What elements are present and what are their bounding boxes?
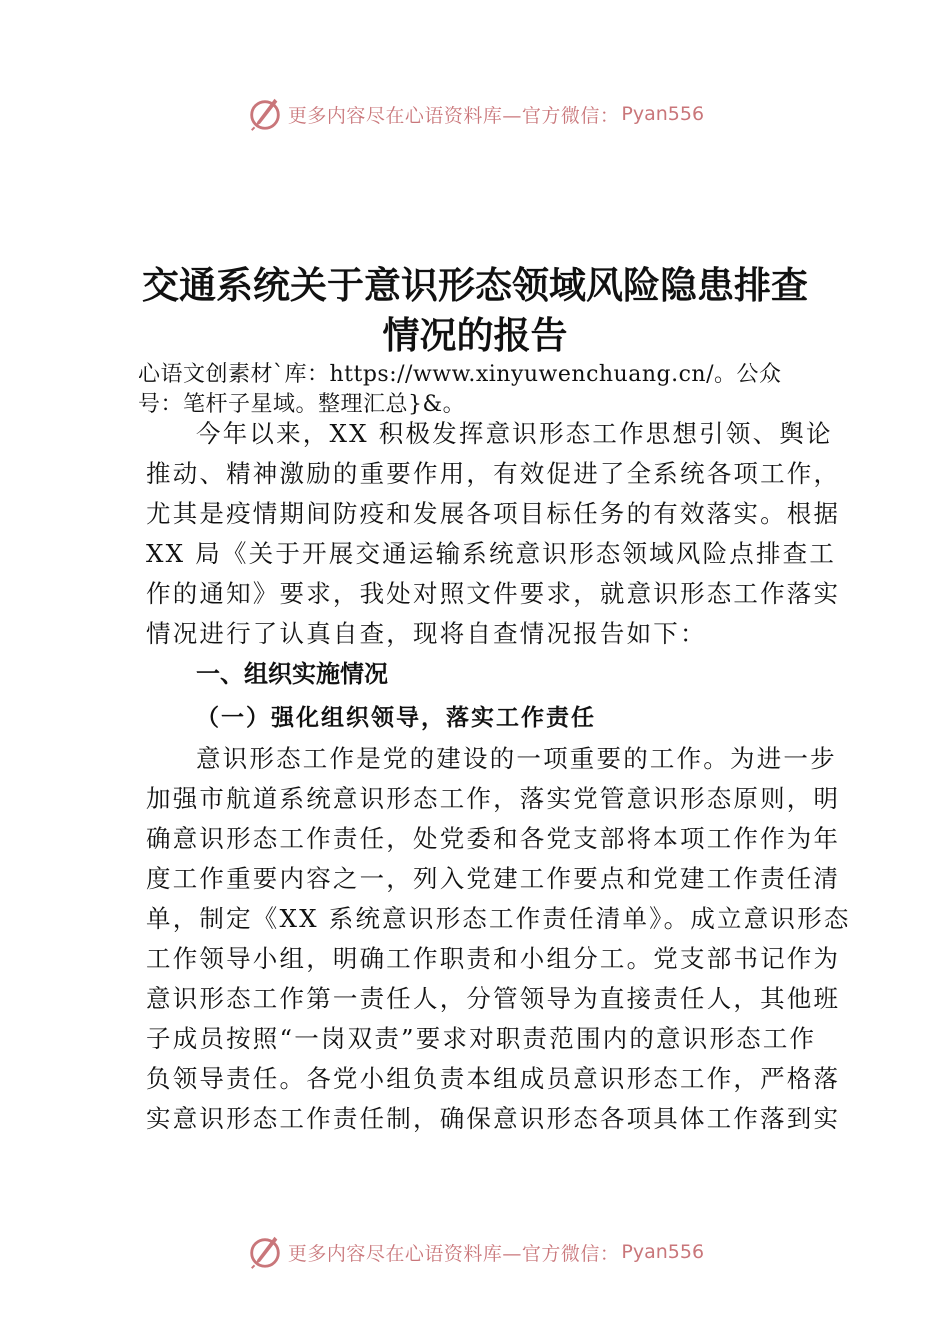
body-line: 意识形态工作第一责任人，分管领导为直接责任人，其他班: [146, 984, 841, 1013]
watermark-wechat-id: Pyan556: [621, 103, 705, 125]
source-note-line-1: 心语文创素材`库：https://www.xinyuwenchuang.cn/。公众: [138, 362, 782, 387]
body-line: 工作领导小组，明确工作职责和小组分工。党支部书记作为: [146, 944, 841, 973]
intro-line: 推动、精神激励的重要作用，有效促进了全系统各项工作，: [146, 459, 841, 488]
body-line: 意识形态工作是党的建设的一项重要的工作。为进一步: [196, 744, 837, 773]
quill-seal-icon: [246, 95, 284, 133]
body-line: 加强市航道系统意识形态工作，落实党管意识形态原则，明: [146, 784, 841, 813]
body-line: 子成员按照“一岗双责”要求对职责范围内的意识形态工作: [146, 1024, 817, 1053]
watermark-text: 更多内容尽在心语资料库—官方微信：: [287, 104, 620, 127]
body-line: 实意识形态工作责任制，确保意识形态各项具体工作落到实: [146, 1104, 841, 1133]
document-title-line-2: 情况的报告: [382, 314, 568, 357]
body-line: 度工作重要内容之一，列入党建工作要点和党建工作责任清: [146, 864, 841, 893]
watermark-banner-top: [0, 94, 950, 134]
body-line: 单，制定《XX 系统意识形态工作责任清单》。成立意识形态: [146, 904, 851, 933]
quill-seal-icon: [246, 1233, 284, 1271]
intro-line: XX 局《关于开展交通运输系统意识形态领域风险点排查工: [146, 539, 837, 568]
body-line: 确意识形态工作责任，处党委和各党支部将本项工作作为年: [146, 824, 841, 853]
body-line: 负领导责任。各党小组负责本组成员意识形态工作，严格落: [146, 1064, 841, 1093]
intro-line: 作的通知》要求，我处对照文件要求，就意识形态工作落实: [146, 579, 841, 608]
watermark-text: 更多内容尽在心语资料库—官方微信：: [287, 1242, 620, 1265]
watermark-banner-bottom: [0, 1232, 950, 1272]
intro-line: 尤其是疫情期间防疫和发展各项目标任务的有效落实。根据: [146, 499, 841, 528]
intro-line: 今年以来，XX 积极发挥意识形态工作思想引领、舆论: [196, 419, 833, 448]
source-note-line-2: 号：笔杆子星域。整理汇总}&。: [138, 392, 466, 417]
source-note: [138, 360, 818, 420]
section-heading: 一、组织实施情况: [196, 660, 388, 688]
subsection-heading: （一）强化组织领导，落实工作责任: [196, 704, 596, 731]
intro-line: 情况进行了认真自查，现将自查情况报告如下：: [146, 619, 707, 648]
document-title-line-1: 交通系统关于意识形态领域风险隐患排查: [142, 264, 808, 307]
watermark-wechat-id: Pyan556: [621, 1241, 705, 1263]
